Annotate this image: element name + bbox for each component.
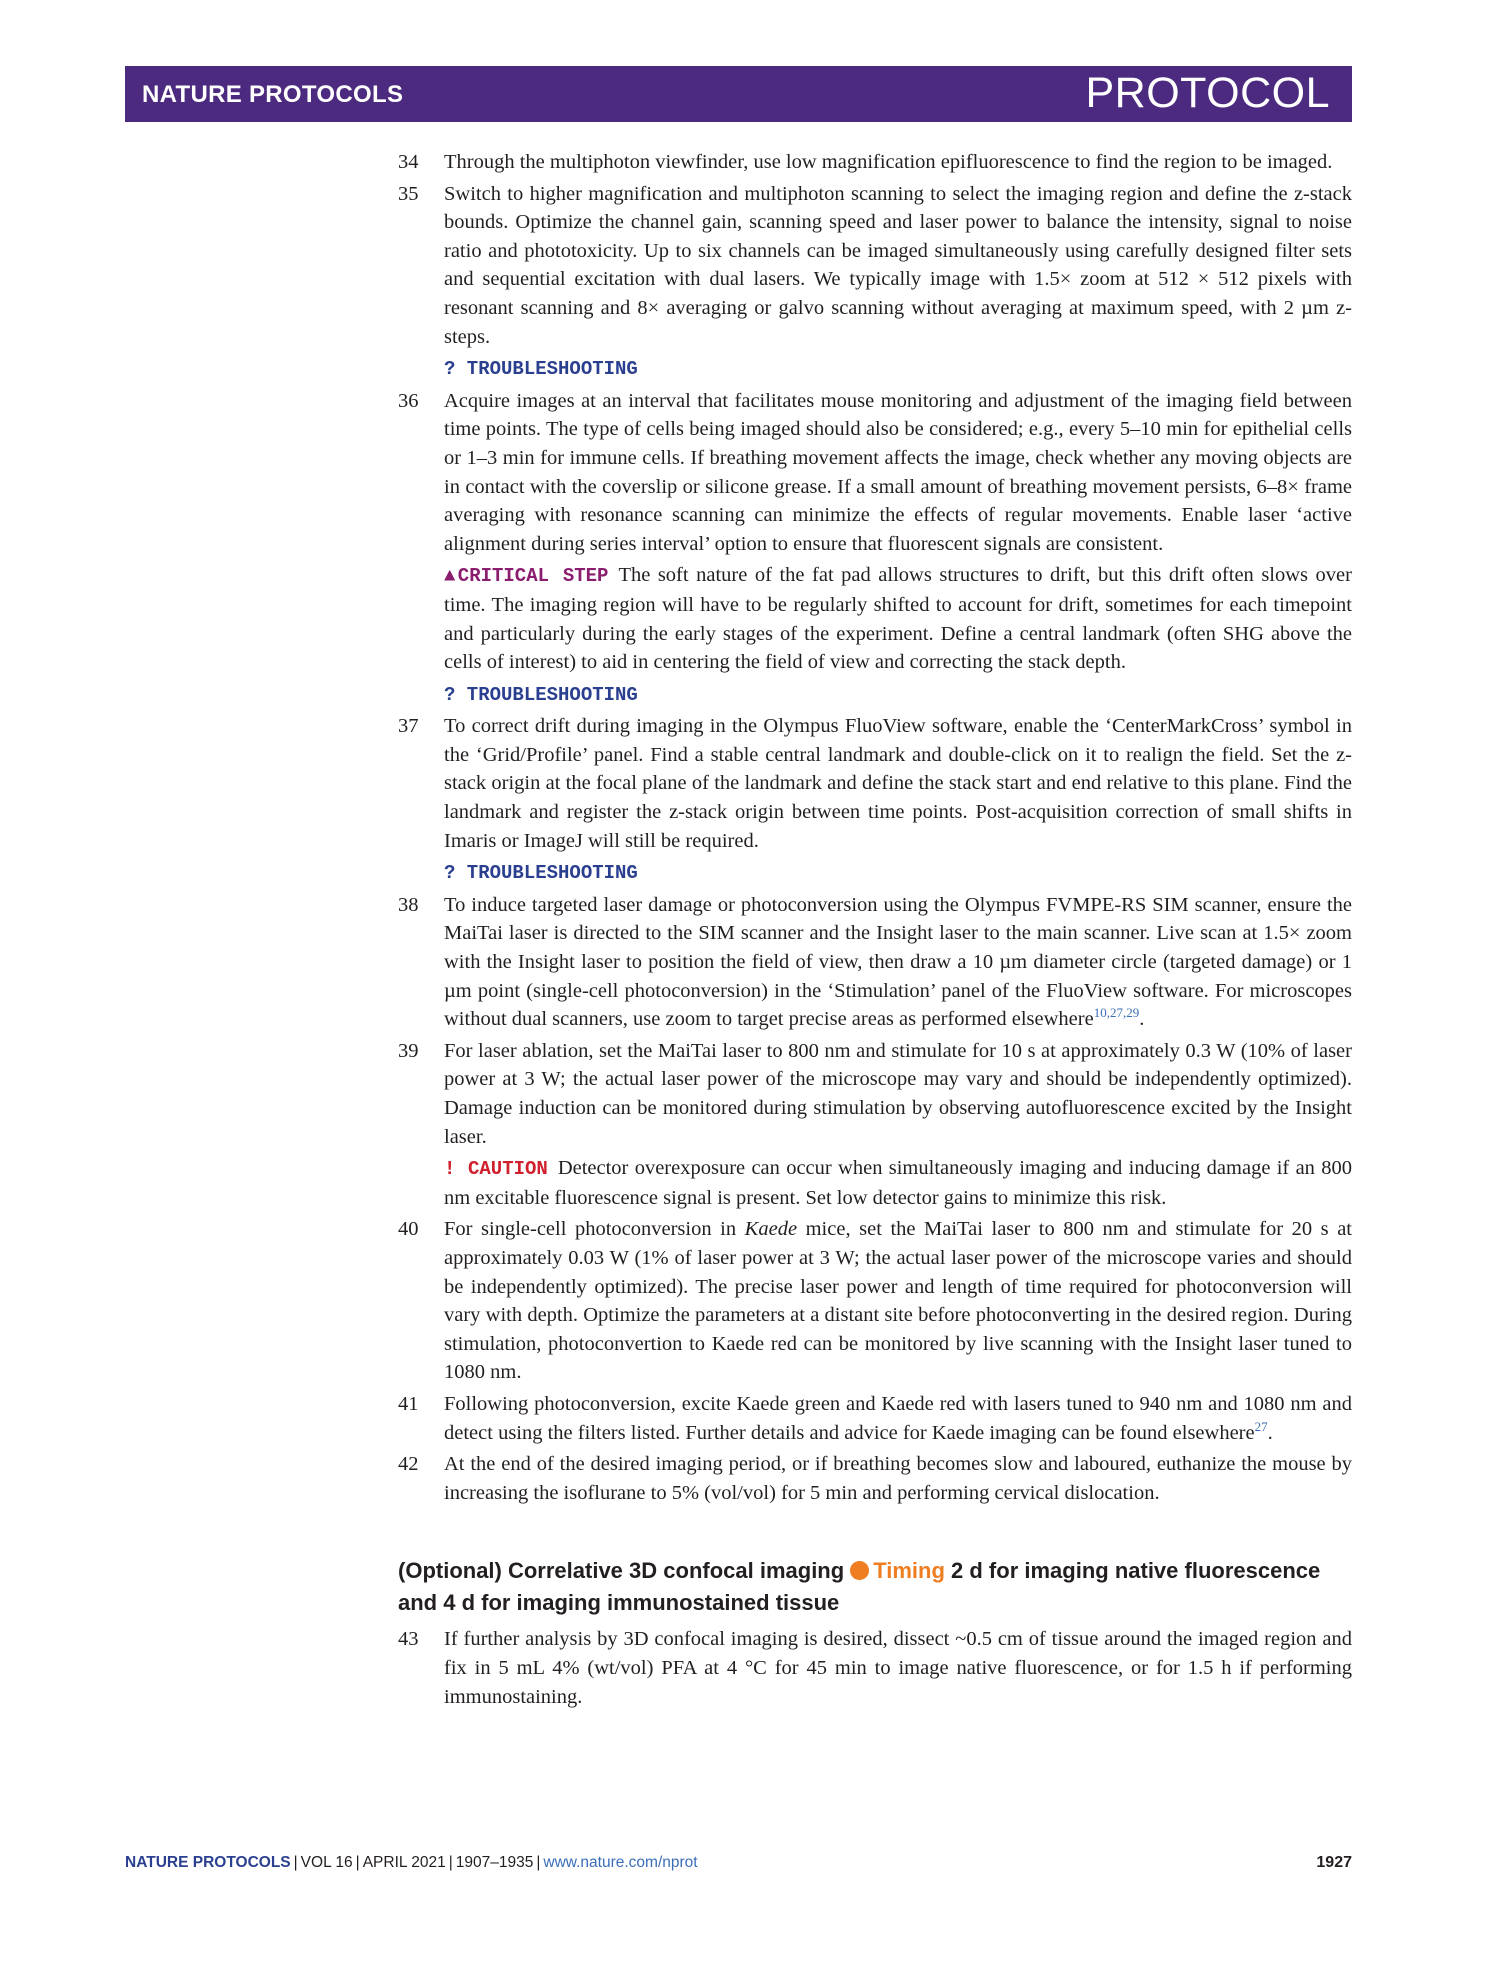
troubleshooting-label: ? TROUBLESHOOTING bbox=[444, 862, 638, 885]
step-number: 41 bbox=[398, 1392, 419, 1415]
step-text: Switch to higher magnification and multiphoton scanning to select the imaging region and define the z-stack bounds. Optimize the channel gain, scanning speed and laser power to balance the intensity, signal to noise ratio and phototoxicity. Up to six channels can be imaged simultaneously using carefully designed filter sets and sequential excitation with dual lasers. We typically image with 1.5× zoom at 512 × 512 pixels with resonant scanning and 8× averaging or galvo scanning without averaging at maximum speed, with 2 µm z-steps. bbox=[444, 182, 1352, 348]
step-text: At the end of the desired imaging period, or if breathing becomes slow and laboured, euthanize the mouse by increasing the isoflurane to 5% (vol/vol) for 5 min and performing cervical dislocation. bbox=[444, 1453, 1352, 1504]
step-number: 42 bbox=[398, 1453, 419, 1476]
caution-label: ! CAUTION bbox=[444, 1158, 548, 1181]
step-42 bbox=[398, 1450, 1352, 1507]
step-text-end: . bbox=[1139, 1008, 1145, 1031]
step-text-end: . bbox=[1267, 1421, 1273, 1444]
step-text bbox=[444, 891, 1352, 1034]
step-text: For laser ablation, set the MaiTai laser to 800 nm and stimulate for 10 s at approximately 0.3 W (10% of laser power at 3 W; the actual laser power of the microscope may vary and should be independently optimized). Damage induction can be monitored during stimulation by observing autofluorescence excited by the Insight laser. bbox=[444, 1039, 1352, 1148]
step-text: Through the multiphoton viewfinder, use low magnification epifluorescence to find the region to be imaged. bbox=[444, 151, 1333, 173]
step-text-body: Following photoconversion, excite Kaede green and Kaede red with lasers tuned to 940 nm and 1080 nm and detect using the filters listed. Further details and advice for Kaede imaging can be found elsewhere bbox=[444, 1392, 1352, 1444]
timing-text: 2 d for imaging native fluorescence and 4 d for imaging immunostained tissue bbox=[398, 1558, 1321, 1616]
step-34 bbox=[398, 148, 1352, 177]
journal-header-bar bbox=[125, 66, 1352, 122]
step-38 bbox=[398, 891, 1352, 1034]
species-name: Kaede bbox=[744, 1218, 798, 1241]
footer-pages: 1907–1935 bbox=[455, 1854, 534, 1871]
step-37 bbox=[398, 712, 1352, 855]
step-text bbox=[444, 1215, 1352, 1387]
reference-link[interactable]: 10,27,29 bbox=[1093, 1005, 1140, 1021]
step-text bbox=[444, 1390, 1352, 1447]
step-40 bbox=[398, 1215, 1352, 1387]
page-footer: NATURE PROTOCOLS | VOL 16 | APRIL 2021 | 1907–1935 | www.nature.com/nprot 1927 bbox=[125, 1854, 1352, 1871]
footer-url-link[interactable]: www.nature.com/nprot bbox=[543, 1854, 698, 1871]
journal-name: NATURE PROTOCOLS bbox=[142, 81, 404, 108]
step-number: 38 bbox=[398, 893, 419, 916]
timing-dot-icon bbox=[850, 1561, 869, 1580]
section-title: (Optional) Correlative 3D confocal imaging bbox=[398, 1558, 845, 1584]
footer-journal: NATURE PROTOCOLS bbox=[125, 1854, 291, 1871]
step-text-pre: For single-cell photoconversion in bbox=[444, 1218, 745, 1241]
footer-date: APRIL 2021 bbox=[362, 1854, 446, 1871]
caution-text: Detector overexposure can occur when simultaneously imaging and inducing damage if an 800 nm excitable fluorescence signal is present. Set low detector gains to minimize this risk. bbox=[444, 1157, 1352, 1209]
step-number: 36 bbox=[398, 389, 419, 412]
section-heading bbox=[398, 1555, 1352, 1619]
critical-step-label: ▲CRITICAL STEP bbox=[444, 565, 609, 588]
step-43 bbox=[398, 1625, 1352, 1711]
step-text: If further analysis by 3D confocal imaging is desired, dissect ~0.5 cm of tissue around the imaged region and fix in 5 mL 4% (wt/vol) PFA at 4 °C for 45 min to image native fluorescence, or for 1.5 h if performing immunostaining. bbox=[444, 1628, 1352, 1708]
caution-note bbox=[398, 1154, 1352, 1212]
page-number: 1927 bbox=[1316, 1854, 1352, 1871]
step-text-body: To induce targeted laser damage or photoconversion using the Olympus FVMPE-RS SIM scanner, ensure the MaiTai laser is directed to the SIM scanner and the Insight laser to the main scanner. Live scan at 1.5× zoom with the Insight laser to position the field of view, then draw a 10 µm diameter circle (targeted damage) or 1 µm point (single-cell photoconversion) in the ‘Stimulation’ panel of the FluoView software. For microscopes without dual scanners, use zoom to target precise areas as performed elsewhere bbox=[444, 893, 1352, 1031]
step-41 bbox=[398, 1390, 1352, 1447]
step-text-body: mice, set the MaiTai laser to 800 nm and stimulate for 20 s at approximately 0.03 W (1% of laser power at 3 W; the actual laser power of the microscope varies and should be independently optimized). The precise laser power and length of time required for photoconversion will vary with depth. Optimize the parameters at a distant site before photoconverting in the desired region. During stimulation, photoconvertion to Kaede red can be monitored by live scanning with the Insight laser tuned to 1080 nm. bbox=[444, 1218, 1352, 1384]
footer-volume: VOL 16 bbox=[300, 1854, 353, 1871]
critical-step-note bbox=[398, 561, 1352, 676]
step-text: Acquire images at an interval that facilitates mouse monitoring and adjustment of the imaging field between time points. The type of cells being imaged should also be considered; e.g., every 5–10 min for epithelial cells or 1–3 min for immune cells. If breathing movement affects the image, check whether any moving objects are in contact with the coverslip or silicone grease. If a small amount of breathing movement persists, 6–8× frame averaging with resonance scanning can minimize the effects of regular movements. Enable laser ‘active alignment during series interval’ option to ensure that fluorescent signals are consistent. bbox=[444, 389, 1352, 555]
step-number: 35 bbox=[398, 182, 419, 205]
reference-link[interactable]: 27 bbox=[1254, 1418, 1268, 1434]
step-number: 43 bbox=[398, 1628, 419, 1651]
step-number: 34 bbox=[398, 151, 419, 173]
troubleshooting-label: ? TROUBLESHOOTING bbox=[444, 683, 638, 706]
step-number: 40 bbox=[398, 1218, 419, 1241]
troubleshooting-link[interactable] bbox=[398, 354, 1352, 384]
timing-label: Timing bbox=[873, 1558, 945, 1584]
article-type: PROTOCOL bbox=[1085, 69, 1330, 117]
critical-step-text: The soft nature of the fat pad allows structures to drift, but this drift often slows over time. The imaging region will have to be regularly shifted to account for drift, sometimes for each timepoint and particularly during the early stages of the experiment. Define a central landmark (often SHG above the cells of interest) to aid in centering the field of view and correcting the stack depth. bbox=[444, 564, 1352, 674]
step-35 bbox=[398, 180, 1352, 352]
step-number: 37 bbox=[398, 715, 419, 738]
troubleshooting-link[interactable] bbox=[398, 680, 1352, 710]
step-39 bbox=[398, 1037, 1352, 1151]
troubleshooting-link[interactable] bbox=[398, 858, 1352, 888]
step-36 bbox=[398, 387, 1352, 559]
step-text: To correct drift during imaging in the Olympus FluoView software, enable the ‘CenterMarkCross’ symbol in the ‘Grid/Profile’ panel. Find a stable central landmark and double-click on it to realign the field. Set the z-stack origin at the focal plane of the landmark and define the stack start and end relative to this plane. Find the landmark and register the z-stack origin between time points. Post-acquisition correction of small shifts in Imaris or ImageJ will still be required. bbox=[444, 715, 1352, 852]
troubleshooting-label: ? TROUBLESHOOTING bbox=[444, 358, 638, 381]
step-number: 39 bbox=[398, 1039, 419, 1062]
protocol-body bbox=[398, 148, 1352, 1714]
